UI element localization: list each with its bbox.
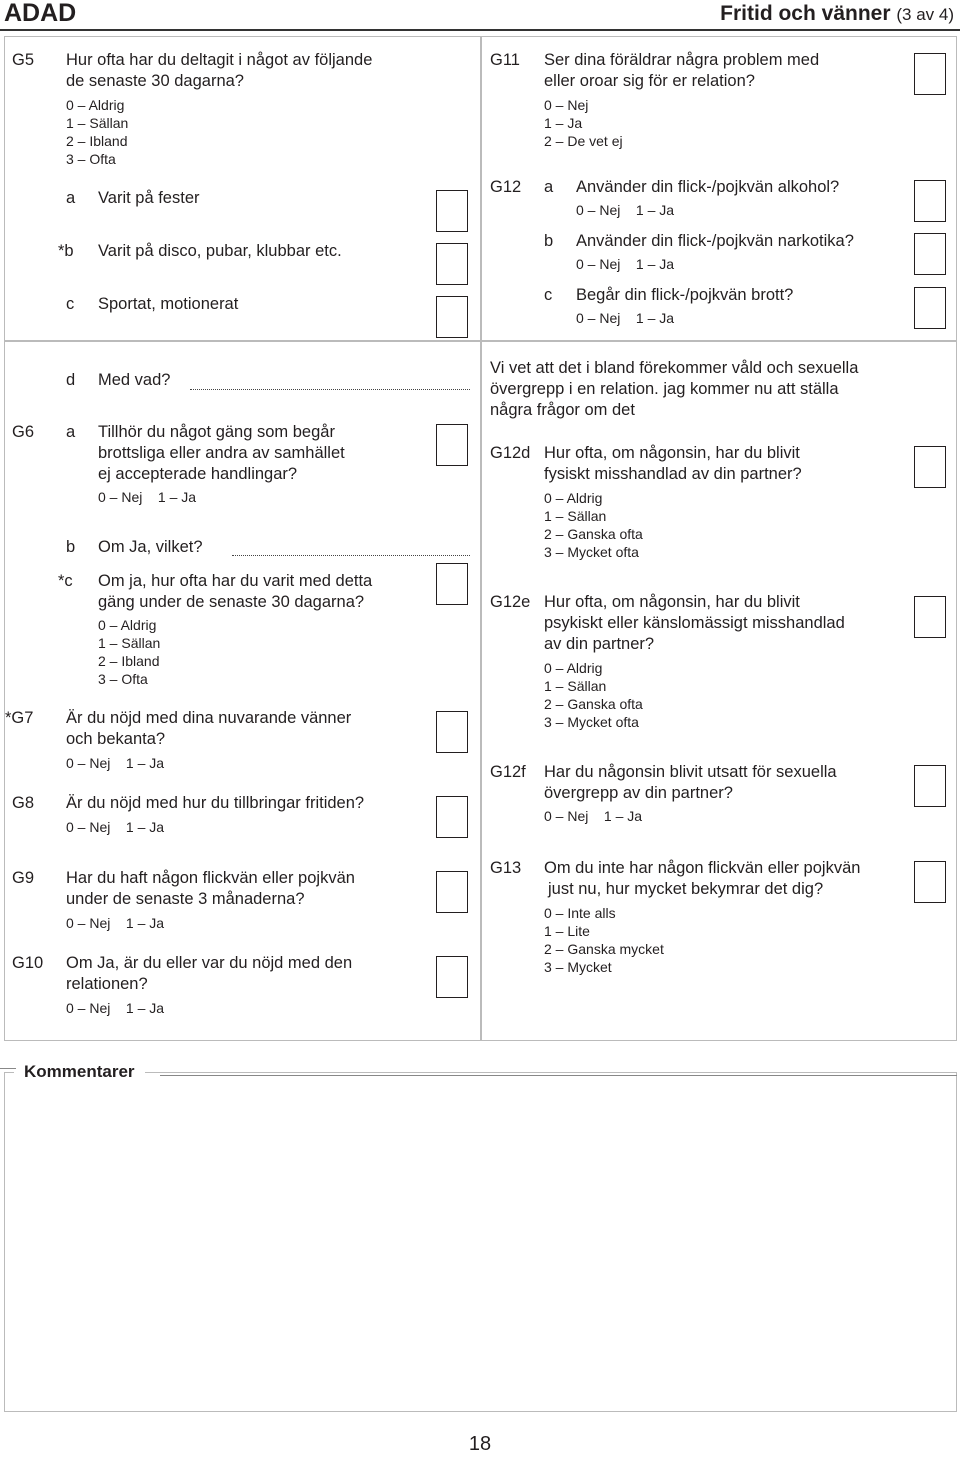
g11-question [544,50,819,92]
g7-code: *G7 [5,709,34,727]
page-of: (3 av 4) [896,5,954,24]
g12a-answer-box[interactable] [914,180,946,222]
g6-code: G6 [12,423,35,441]
g6a-question-line: brottsliga eller andra av samhället [98,444,345,462]
g12d-option: 3 – Mycket ofta [544,544,639,560]
g8-code: G8 [12,794,35,812]
comments-box[interactable] [4,1072,957,1412]
g12b-answer-box[interactable] [914,233,946,275]
g13-option: 3 – Mycket [544,959,612,975]
g12d-option: 0 – Aldrig [544,490,603,506]
g12e-option: 1 – Sällan [544,678,607,694]
g6b-write-line[interactable] [232,550,470,556]
g8-options: 0 – Nej 1 – Ja [66,819,165,835]
g12f-options: 0 – Nej 1 – Ja [544,808,643,824]
g12a-text: Använder din flick-/pojkvän alkohol? [576,178,840,196]
g12f-question [544,762,837,804]
g12c-answer-box[interactable] [914,287,946,329]
g12e-code: G12e [490,593,531,611]
g11-option: 2 – De vet ej [544,133,623,149]
g5d-letter: d [66,371,76,389]
g9-question [66,868,355,910]
g11-options [544,96,623,150]
violence-intro-line: övergrepp i en relation. jag kommer nu att ställa [490,380,839,398]
g6c-option: 1 – Sällan [98,635,161,651]
g5-question-line: Hur ofta har du deltagit i något av följande [66,51,373,69]
g12e-answer-box[interactable] [914,596,946,638]
g13-code: G13 [490,859,522,877]
g6c-option: 2 – Ibland [98,653,160,669]
g6a-question-line: Tillhör du något gäng som begår [98,423,335,441]
g8-answer-box[interactable] [436,796,468,838]
section-title [720,0,954,29]
g12d-code: G12d [490,444,531,462]
g12e-option: 2 – Ganska ofta [544,696,643,712]
g10-answer-box[interactable] [436,956,468,998]
page-number: 18 [468,1433,492,1455]
g5-options [66,96,128,168]
g13-option: 0 – Inte alls [544,905,616,921]
g6c-letter: *c [58,572,73,590]
g6a-answer-box[interactable] [436,424,468,466]
g12b-text: Använder din flick-/pojkvän narkotika? [576,232,854,250]
g10-question [66,953,352,995]
g11-option: 0 – Nej [544,97,589,113]
g5c-text: Sportat, motionerat [98,295,239,313]
g12d-answer-box[interactable] [914,446,946,488]
g13-question [544,858,860,900]
g10-code: G10 [12,954,44,972]
g12a-letter: a [544,178,554,196]
g13-option: 2 – Ganska mycket [544,941,664,957]
g11-question-line: Ser dina föräldrar några problem med [544,51,820,69]
g12e-option: 3 – Mycket ofta [544,714,639,730]
g6b-letter: b [66,538,76,556]
g11-answer-box[interactable] [914,53,946,95]
g12a-options: 0 – Nej 1 – Ja [576,202,675,218]
g12f-answer-box[interactable] [914,765,946,807]
g5-option: 3 – Ofta [66,151,116,167]
g9-question-line: under de senaste 3 månaderna? [66,890,305,908]
g13-option: 1 – Lite [544,923,590,939]
g12f-question-line: Har du någonsin blivit utsatt för sexuella [544,763,837,781]
g7-answer-box[interactable] [436,711,468,753]
g7-question-line: och bekanta? [66,730,166,748]
g12d-question-line: Hur ofta, om någonsin, har du blivit [544,444,800,462]
section-title-text: Fritid och vänner [720,2,891,25]
g5-code: G5 [12,51,35,69]
g7-question-line: Är du nöjd med dina nuvarande vänner [66,709,352,727]
g9-code: G9 [12,869,35,887]
g11-code: G11 [490,51,520,69]
g10-question-line: relationen? [66,975,148,993]
g5c-answer-box[interactable] [436,296,468,338]
g8-question: Är du nöjd med hur du tillbringar fritiden? [66,794,365,812]
g11-option: 1 – Ja [544,115,583,131]
g12f-question-line: övergrepp av din partner? [544,784,733,802]
g11-question-line: eller oroar sig för er relation? [544,72,755,90]
g5b-text: Varit på disco, pubar, klubbar etc. [98,242,342,260]
g5c-letter: c [66,295,75,313]
g9-options: 0 – Nej 1 – Ja [66,915,165,931]
g12e-options [544,659,643,731]
g7-question [66,708,351,750]
g12c-options: 0 – Nej 1 – Ja [576,310,675,326]
g5a-answer-box[interactable] [436,190,468,232]
g9-question-line: Har du haft någon flickvän eller pojkvän [66,869,355,887]
violence-intro-line: några frågor om det [490,401,635,419]
comments-rule-right [160,1075,957,1076]
g6c-answer-box[interactable] [436,563,468,605]
g13-answer-box[interactable] [914,861,946,903]
g12-code: G12 [490,178,522,196]
g12f-code: G12f [490,763,526,781]
g12c-text: Begår din flick-/pojkvän brott? [576,286,794,304]
g6a-question [98,422,345,485]
g6a-options: 0 – Nej 1 – Ja [98,489,197,505]
g6c-question [98,571,372,613]
g12e-question-line: psykiskt eller känslomässigt misshandlad [544,614,845,632]
g5-option: 0 – Aldrig [66,97,125,113]
g12d-option: 2 – Ganska ofta [544,526,643,542]
g5a-letter: a [66,189,76,207]
g5d-write-line[interactable] [190,384,470,390]
g6b-text: Om Ja, vilket? [98,538,203,556]
g12b-options: 0 – Nej 1 – Ja [576,256,675,272]
g5a-text: Varit på fester [98,189,200,207]
g12c-letter: c [544,286,553,304]
g10-question-line: Om Ja, är du eller var du nöjd med den [66,954,353,972]
g5b-answer-box[interactable] [436,243,468,285]
g5-question [66,50,372,92]
g7-options: 0 – Nej 1 – Ja [66,755,165,771]
violence-intro [490,358,858,421]
g9-answer-box[interactable] [436,871,468,913]
g5-option: 2 – Ibland [66,133,128,149]
g5-option: 1 – Sällan [66,115,129,131]
g6c-question-line: gäng under de senaste 30 dagarna? [98,593,365,611]
g10-options: 0 – Nej 1 – Ja [66,1000,165,1016]
g12d-option: 1 – Sällan [544,508,607,524]
g5d-text: Med vad? [98,371,171,389]
g12b-letter: b [544,232,554,250]
g12d-options [544,489,643,561]
g13-options [544,904,664,976]
doc-code: ADAD [4,0,77,27]
g6c-options [98,616,160,688]
g6a-letter: a [66,423,76,441]
comments-label: Kommentarer [14,1061,145,1083]
violence-intro-line: Vi vet att det i bland förekommer våld och sexuella [490,359,859,377]
g13-question-line: just nu, hur mycket bekymrar det dig? [548,880,824,898]
g12e-option: 0 – Aldrig [544,660,603,676]
comments-rule-left [0,1068,16,1069]
g6c-option: 3 – Ofta [98,671,148,687]
g5b-letter: *b [58,242,74,260]
g6c-option: 0 – Aldrig [98,617,157,633]
g5-question-line: de senaste 30 dagarna? [66,72,244,90]
g6a-question-line: ej accepterade handlingar? [98,465,298,483]
g12d-question [544,443,802,485]
g12e-question [544,592,845,655]
g6c-question-line: Om ja, hur ofta har du varit med detta [98,572,373,590]
header-rule [0,29,960,31]
g12e-question-line: av din partner? [544,635,655,653]
g12e-question-line: Hur ofta, om någonsin, har du blivit [544,593,800,611]
g13-question-line: Om du inte har någon flickvän eller pojkvän [544,859,861,877]
g12d-question-line: fysiskt misshandlad av din partner? [544,465,802,483]
